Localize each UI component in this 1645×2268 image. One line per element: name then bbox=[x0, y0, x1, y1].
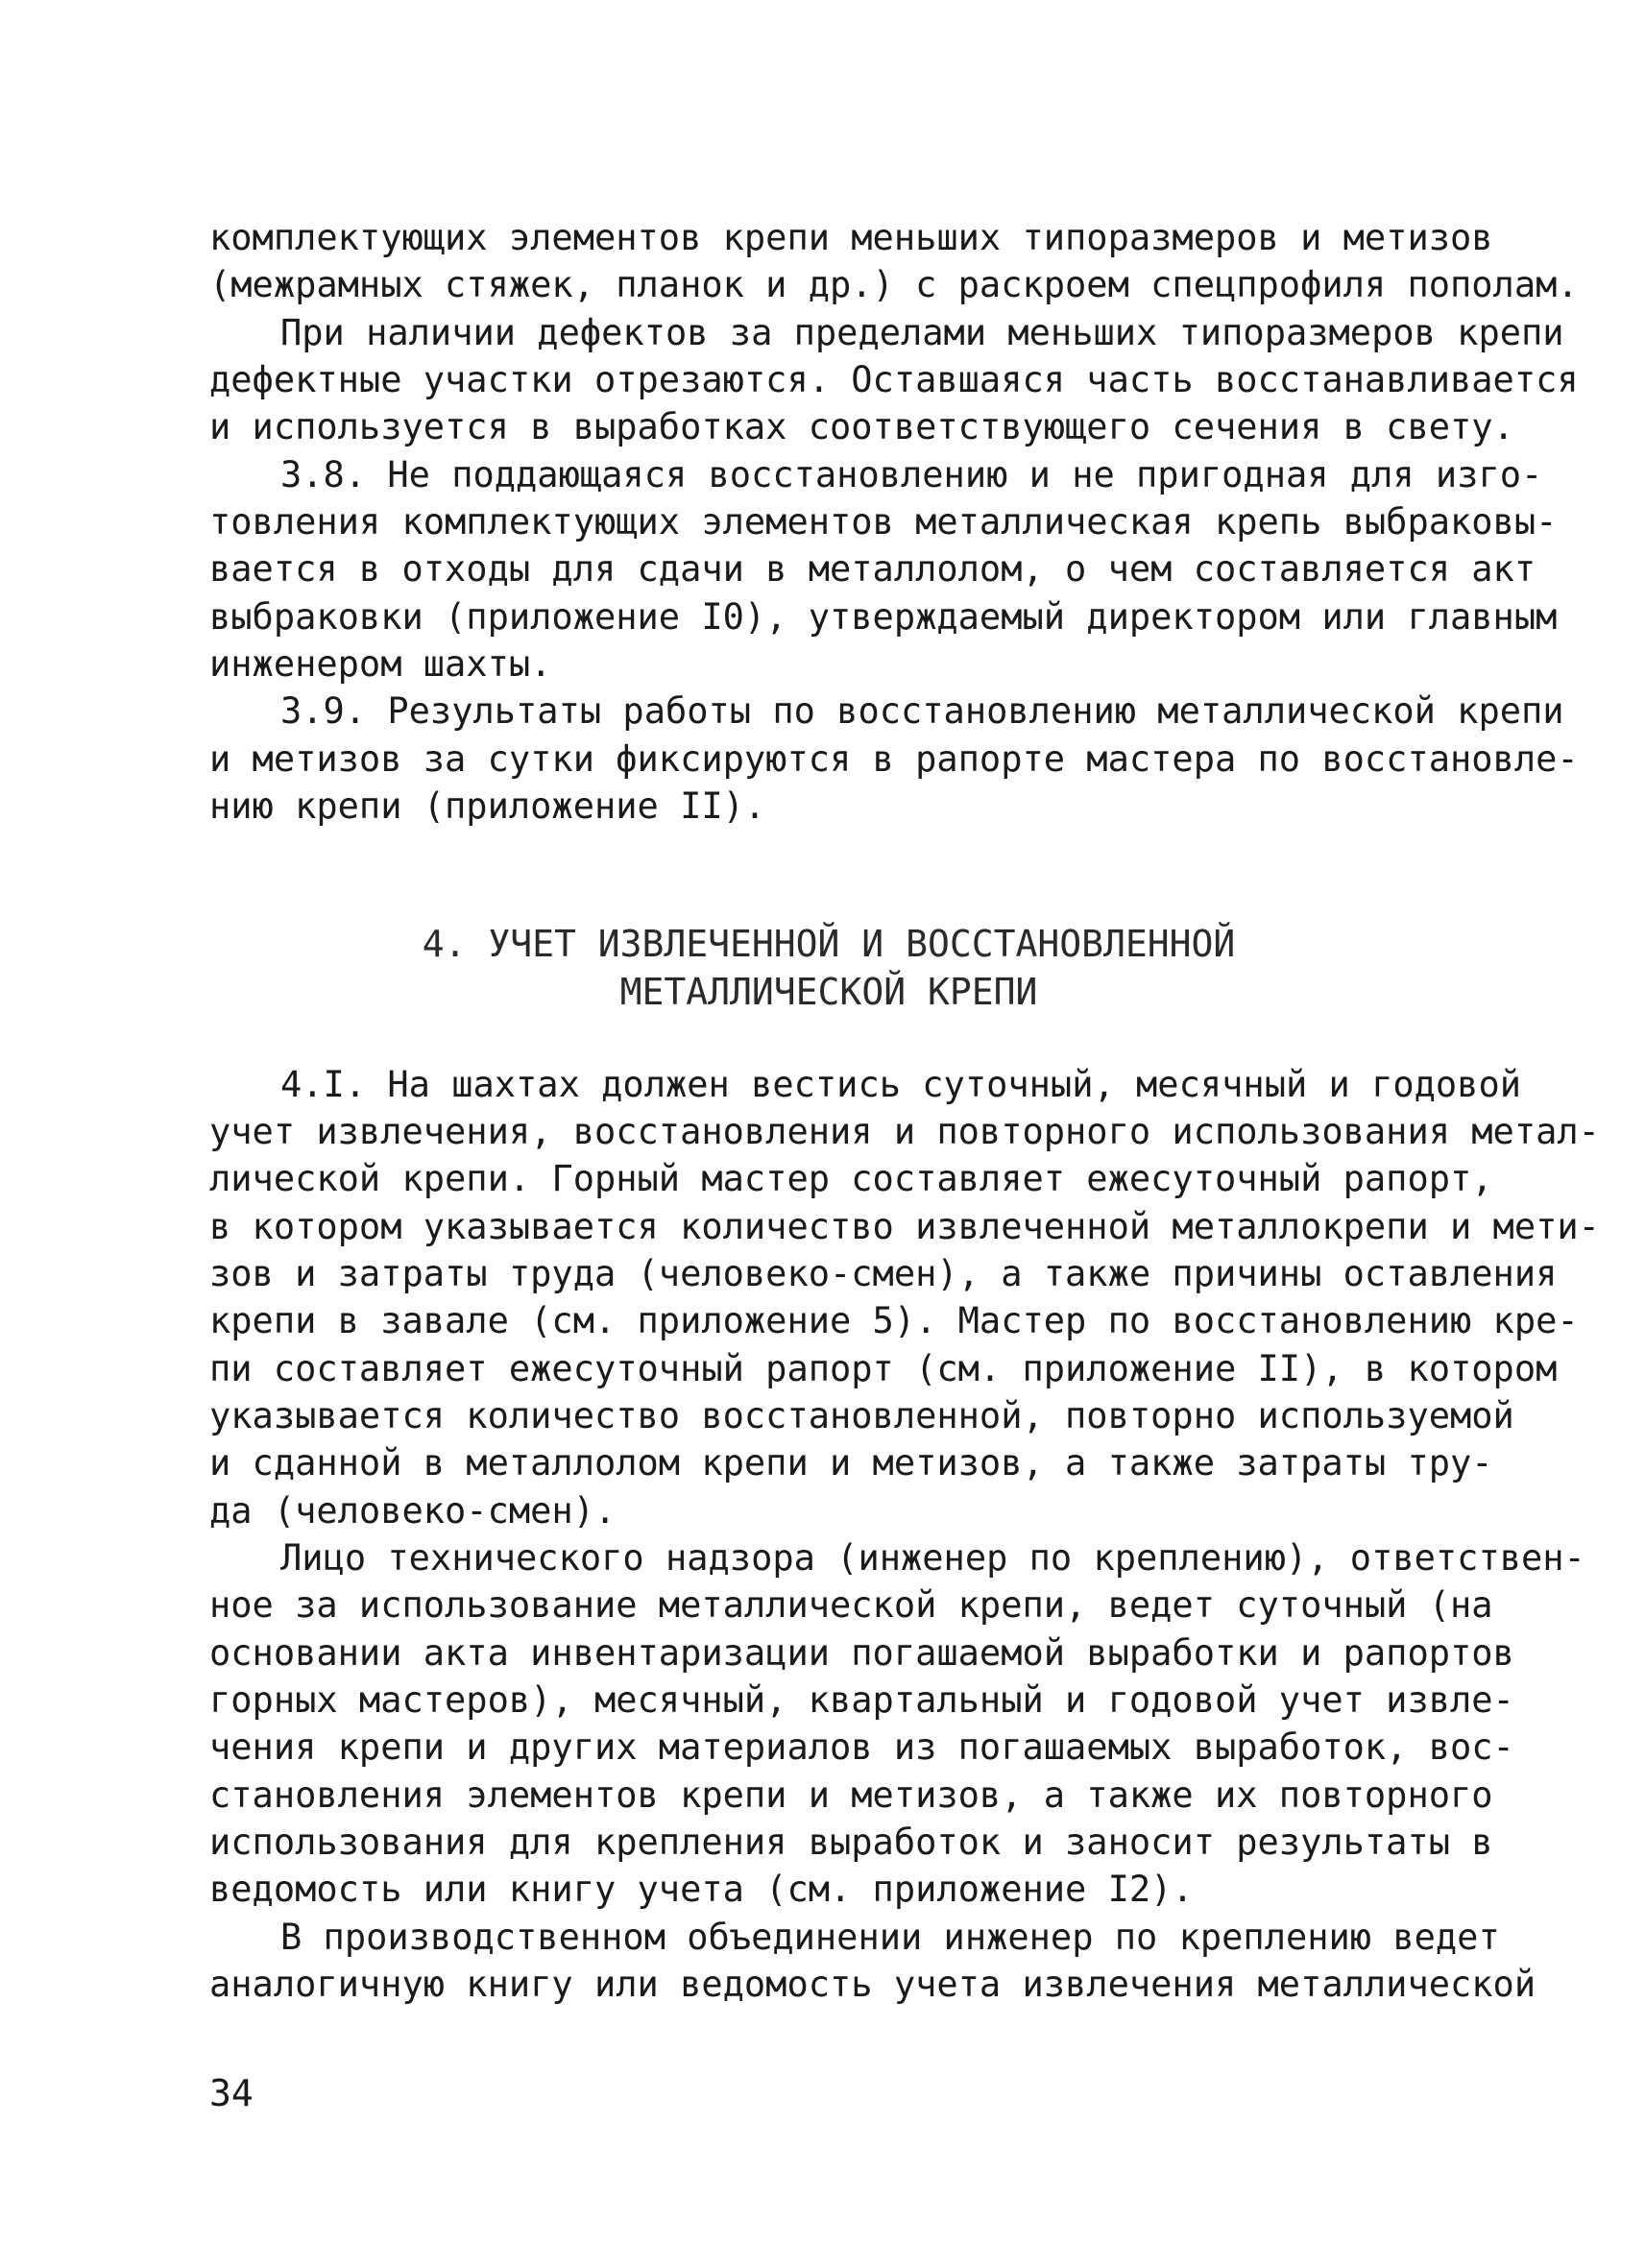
text-line: да (человеко-смен). bbox=[209, 1490, 617, 1532]
text-line: и сданной в металлолом крепи и метизов, а также затраты тру- bbox=[209, 1442, 1493, 1484]
text-line: использования для крепления выработок и заносит результаты в bbox=[209, 1822, 1493, 1863]
text-line: указывается количество восстановленной, повторно используемой bbox=[209, 1395, 1514, 1436]
text-line: лической крепи. Горный мастер составляет ежесуточный рапорт, bbox=[209, 1158, 1493, 1199]
text-line: выбраковки (приложение I0), утверждаемый директором или главным bbox=[209, 596, 1558, 638]
text-line: ведомость или книгу учета (см. приложение I2). bbox=[209, 1869, 1194, 1910]
text-line: аналогичную книгу или ведомость учета извлечения металлической bbox=[209, 1964, 1536, 2005]
section-heading: 4. УЧЕТ ИЗВЛЕЧЕННОЙ И ВОССТАНОВЛЕННОЙ bbox=[422, 923, 1236, 965]
text-line: в котором указывается количество извлеченной металлокрепи и мети- bbox=[209, 1206, 1600, 1247]
text-line: При наличии дефектов за пределами меньших типоразмеров крепи bbox=[280, 312, 1564, 353]
text-line: В производственном объединении инженер по креплению ведет bbox=[280, 1917, 1500, 1958]
text-line: крепи в завале (см. приложение 5). Мастер по восстановлению кре- bbox=[209, 1300, 1579, 1341]
text-line: учет извлечения, восстановления и повторного использования метал- bbox=[209, 1111, 1600, 1152]
text-line: пи составляет ежесуточный рапорт (см. приложение II), в котором bbox=[209, 1348, 1558, 1389]
text-line: комплектующих элементов крепи меньших типоразмеров и метизов bbox=[209, 217, 1493, 258]
text-line: ное за использование металлической крепи, ведет суточный (на bbox=[209, 1584, 1493, 1626]
text-line: 3.8. Не поддающаяся восстановлению и не пригодная для изго- bbox=[280, 454, 1543, 495]
text-line: вается в отходы для сдачи в металлолом, о чем составляется акт bbox=[209, 548, 1536, 590]
text-line: дефектные участки отрезаются. Оставшаяся часть восстанавливается bbox=[209, 359, 1579, 400]
text-line: горных мастеров), месячный, квартальный и годовой учет извле- bbox=[209, 1679, 1514, 1721]
text-line: (межрамных стяжек, планок и др.) с раскроем спецпрофиля пополам. bbox=[209, 264, 1579, 305]
text-line: и используется в выработках соответствующего сечения в свету. bbox=[209, 406, 1514, 447]
text-line: нию крепи (приложение II). bbox=[209, 785, 766, 827]
text-line: 3.9. Результаты работы по восстановлению металлической крепи bbox=[280, 690, 1564, 732]
text-line: товления комплектующих элементов металлическая крепь выбраковы- bbox=[209, 501, 1558, 543]
text-line: инженером шахты. bbox=[209, 643, 552, 685]
text-line: Лицо технического надзора (инженер по креплению), ответствен- bbox=[280, 1537, 1585, 1579]
page-number: 34 bbox=[209, 2072, 254, 2114]
text-line: основании акта инвентаризации погашаемой выработки и рапортов bbox=[209, 1632, 1514, 1674]
text-line: чения крепи и других материалов из погашаемых выработок, вос- bbox=[209, 1726, 1514, 1768]
text-line: и метизов за сутки фиксируются в рапорте мастера по восстановле- bbox=[209, 738, 1579, 780]
text-line: становления элементов крепи и метизов, а также их повторного bbox=[209, 1774, 1493, 1816]
text-line: 4.I. На шахтах должен вестись суточный, месячный и годовой bbox=[280, 1064, 1522, 1105]
section-heading: МЕТАЛЛИЧЕСКОЙ КРЕПИ bbox=[619, 971, 1038, 1013]
text-line: зов и затраты труда (человеко-смен), а также причины оставления bbox=[209, 1253, 1558, 1294]
